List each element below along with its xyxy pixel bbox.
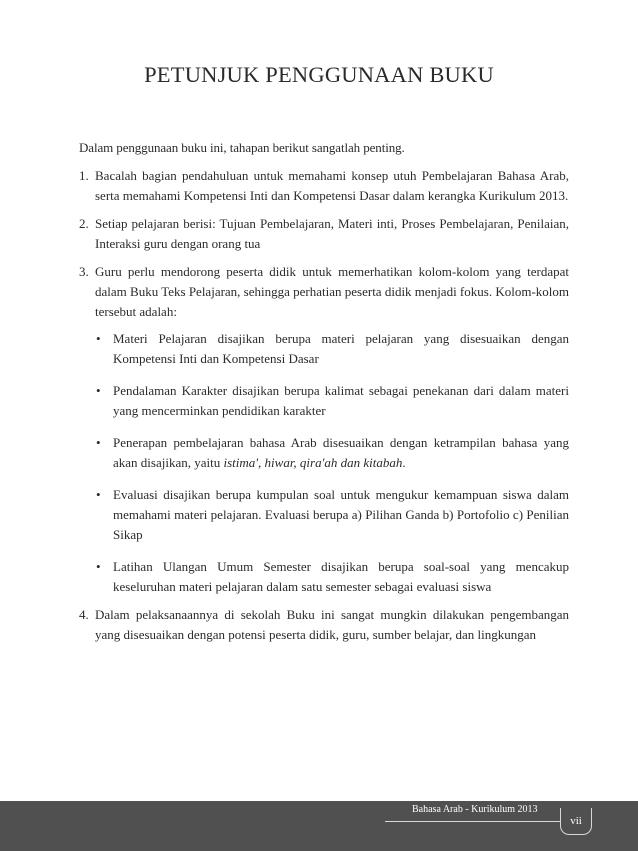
column-item-text-end: . bbox=[402, 455, 406, 470]
bullet-icon: • bbox=[96, 435, 101, 450]
step-text: Guru perlu mendorong peserta didik untuk memerhatikan kolom-kolom yang terdapat dalam Buku Teks Pelajaran, sehingga perhatian peserta didik menjadi fokus. Kolom-kolom tersebut adalah: bbox=[95, 264, 569, 319]
column-list bbox=[95, 329, 569, 597]
column-item-text: Pendalaman Karakter disajikan berupa kalimat sebagai penekanan dari dalam materi yang mencerminkan pendidikan karakter bbox=[113, 383, 569, 418]
step-number: 4. bbox=[79, 607, 89, 622]
step-item bbox=[79, 262, 569, 597]
bullet-icon: • bbox=[96, 331, 101, 346]
column-item bbox=[95, 381, 569, 421]
bullet-icon: • bbox=[96, 383, 101, 398]
footer-divider bbox=[385, 821, 560, 822]
footer-bar bbox=[0, 801, 638, 851]
column-item bbox=[95, 433, 569, 473]
step-item bbox=[79, 166, 569, 206]
column-item bbox=[95, 485, 569, 545]
page-title: PETUNJUK PENGGUNAAN BUKU bbox=[144, 62, 494, 87]
column-item-text: Penerapan pembelajaran bahasa Arab disesuaikan dengan ketrampilan bahasa yang akan disajikan, yaitu bbox=[113, 435, 569, 470]
intro-paragraph: Dalam penggunaan buku ini, tahapan berikut sangatlah penting. bbox=[79, 140, 405, 155]
column-item bbox=[95, 557, 569, 597]
bullet-icon: • bbox=[96, 487, 101, 502]
step-item bbox=[79, 214, 569, 254]
step-text: Dalam pelaksanaannya di sekolah Buku ini sangat mungkin dilakukan pengembangan yang disesuaikan dengan potensi peserta didik, guru, sumber belajar, dan lingkungan bbox=[95, 607, 569, 642]
step-number: 3. bbox=[79, 264, 89, 279]
step-number: 2. bbox=[79, 216, 89, 231]
page-number: vii bbox=[560, 808, 592, 835]
column-item-text: Latihan Ulangan Umum Semester disajikan berupa soal-soal yang mencakup keseluruhan materi pelajaran dalam satu semester sebagai evaluasi siswa bbox=[113, 559, 569, 594]
step-item bbox=[79, 605, 569, 645]
step-number: 1. bbox=[79, 168, 89, 183]
column-item-text: Materi Pelajaran disajikan berupa materi pelajaran yang disesuaikan dengan Kompetensi Inti dan Kompetensi Dasar bbox=[113, 331, 569, 366]
column-item-italic-text: istima', hiwar, qira'ah dan kitabah bbox=[223, 455, 403, 470]
main-content bbox=[79, 138, 569, 653]
column-item bbox=[95, 329, 569, 369]
step-text: Setiap pelajaran berisi: Tujuan Pembelajaran, Materi inti, Proses Pembelajaran, Penilaian, Interaksi guru dengan orang tua bbox=[95, 216, 569, 251]
column-item-text: Evaluasi disajikan berupa kumpulan soal untuk mengukur kemampuan siswa dalam memahami materi pelajaran. Evaluasi berupa a) Pilihan Ganda b) Portofolio c) Penilian Sikap bbox=[113, 487, 569, 542]
step-text: Bacalah bagian pendahuluan untuk memahami konsep utuh Pembelajaran Bahasa Arab, serta memahami Kompetensi Inti dan Kompetensi Dasar dalam kerangka Kurikulum 2013. bbox=[95, 168, 569, 203]
footer-book-title: Bahasa Arab - Kurikulum 2013 bbox=[412, 804, 538, 815]
bullet-icon: • bbox=[96, 559, 101, 574]
steps-list bbox=[79, 166, 569, 645]
